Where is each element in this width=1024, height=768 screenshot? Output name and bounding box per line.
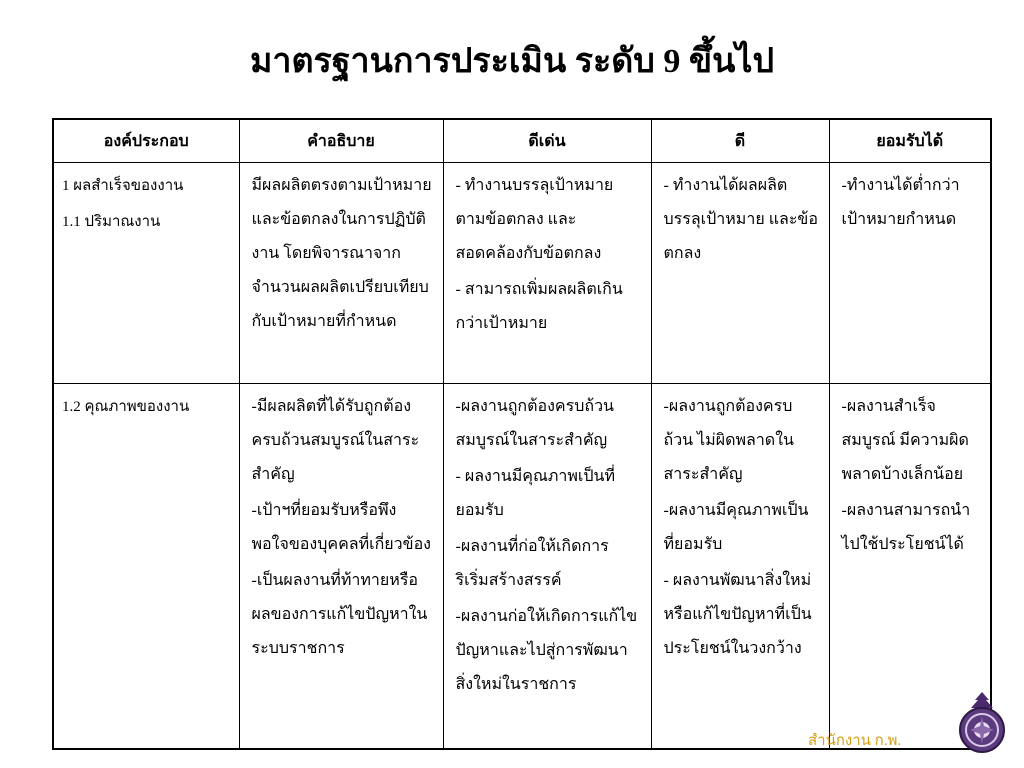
cell-good xyxy=(651,384,829,750)
cell-component xyxy=(53,384,239,750)
cell-text: -เป้าฯที่ยอมรับหรือพึงพอใจของบุคคลที่เกี่ยวข้อง xyxy=(251,502,431,553)
seal-logo-icon xyxy=(953,690,1011,756)
table-row xyxy=(53,384,991,750)
cell-text: -ผลงานก่อให้เกิดการแก้ไขปัญหาและไปสู่การพัฒนาสิ่งใหม่ในราชการ xyxy=(455,608,638,693)
cell-text: - ทำงานได้ผลผลิตบรรลุเป้าหมาย และข้อตกลง xyxy=(663,177,818,262)
standards-table-container xyxy=(52,118,990,750)
cell-text: -ผลงานสำเร็จสมบูรณ์ มีความผิดพลาดบ้างเล็กน้อย xyxy=(841,398,969,483)
footer-organization: สำนักงาน ก.พ. xyxy=(808,733,902,749)
table-row xyxy=(53,163,991,384)
cell-text: -เป็นผลงานที่ท้าทายหรือผลของการแก้ไขปัญหาในระบบราชการ xyxy=(251,572,428,657)
cell-text: - สามารถเพิ่มผลผลิตเกินกว่าเป้าหมาย xyxy=(455,281,623,332)
cell-text: -ผลงานถูกต้องครบถ้วน ไม่ผิดพลาดในสาระสำคัญ xyxy=(663,398,794,483)
cell-component xyxy=(53,163,239,384)
cell-text: -ผลงานถูกต้องครบถ้วนสมบูรณ์ในสาระสำคัญ xyxy=(455,398,614,449)
header-description: คำอธิบาย xyxy=(239,119,443,163)
cell-description xyxy=(239,384,443,750)
cell-text: -ผลงานสามารถนำไปใช้ประโยชน์ได้ xyxy=(841,502,971,553)
cell-text: -ผลงานที่ก่อให้เกิดการริเริ่มสร้างสรรค์ xyxy=(455,538,609,589)
table-header-row xyxy=(53,119,991,163)
cell-text: 1.2 คุณภาพของงาน xyxy=(62,399,190,415)
cell-acceptable xyxy=(829,163,991,384)
cell-text: มีผลผลิตตรงตามเป้าหมาย และข้อตกลงในการปฏิบัติงาน โดยพิจารณาจากจำนวนผลผลิตเปรียบเทียบกับเป้าหมายที่กำหนด xyxy=(251,177,432,330)
header-excellent: ดีเด่น xyxy=(443,119,651,163)
cell-text: - ทำงานบรรลุเป้าหมายตามข้อตกลง และสอดคล้องกับข้อตกลง xyxy=(455,177,614,262)
cell-text: 1 ผลสำเร็จของงาน xyxy=(62,178,184,194)
cell-good xyxy=(651,163,829,384)
cell-text: -ทำงานได้ต่ำกว่าเป้าหมายกำหนด xyxy=(841,177,960,228)
cell-text: -มีผลผลิตที่ได้รับถูกต้อง ครบถ้วนสมบูรณ์ในสาระสำคัญ xyxy=(251,398,420,483)
page-title: มาตรฐานการประเมิน ระดับ 9 ขึ้นไป xyxy=(249,43,775,80)
cell-text: - ผลงานพัฒนาสิ่งใหม่ หรือแก้ไขปัญหาที่เป็นประโยชน์ในวงกว้าง xyxy=(663,572,812,657)
cell-description xyxy=(239,163,443,384)
cell-excellent xyxy=(443,163,651,384)
cell-text: - ผลงานมีคุณภาพเป็นที่ยอมรับ xyxy=(455,468,616,519)
header-acceptable: ยอมรับได้ xyxy=(829,119,991,163)
cell-excellent xyxy=(443,384,651,750)
standards-table xyxy=(52,118,992,750)
cell-text: 1.1 ปริมาณงาน xyxy=(62,214,161,230)
header-component: องค์ประกอบ xyxy=(53,119,239,163)
header-good: ดี xyxy=(651,119,829,163)
cell-text: -ผลงานมีคุณภาพเป็นที่ยอมรับ xyxy=(663,502,809,553)
